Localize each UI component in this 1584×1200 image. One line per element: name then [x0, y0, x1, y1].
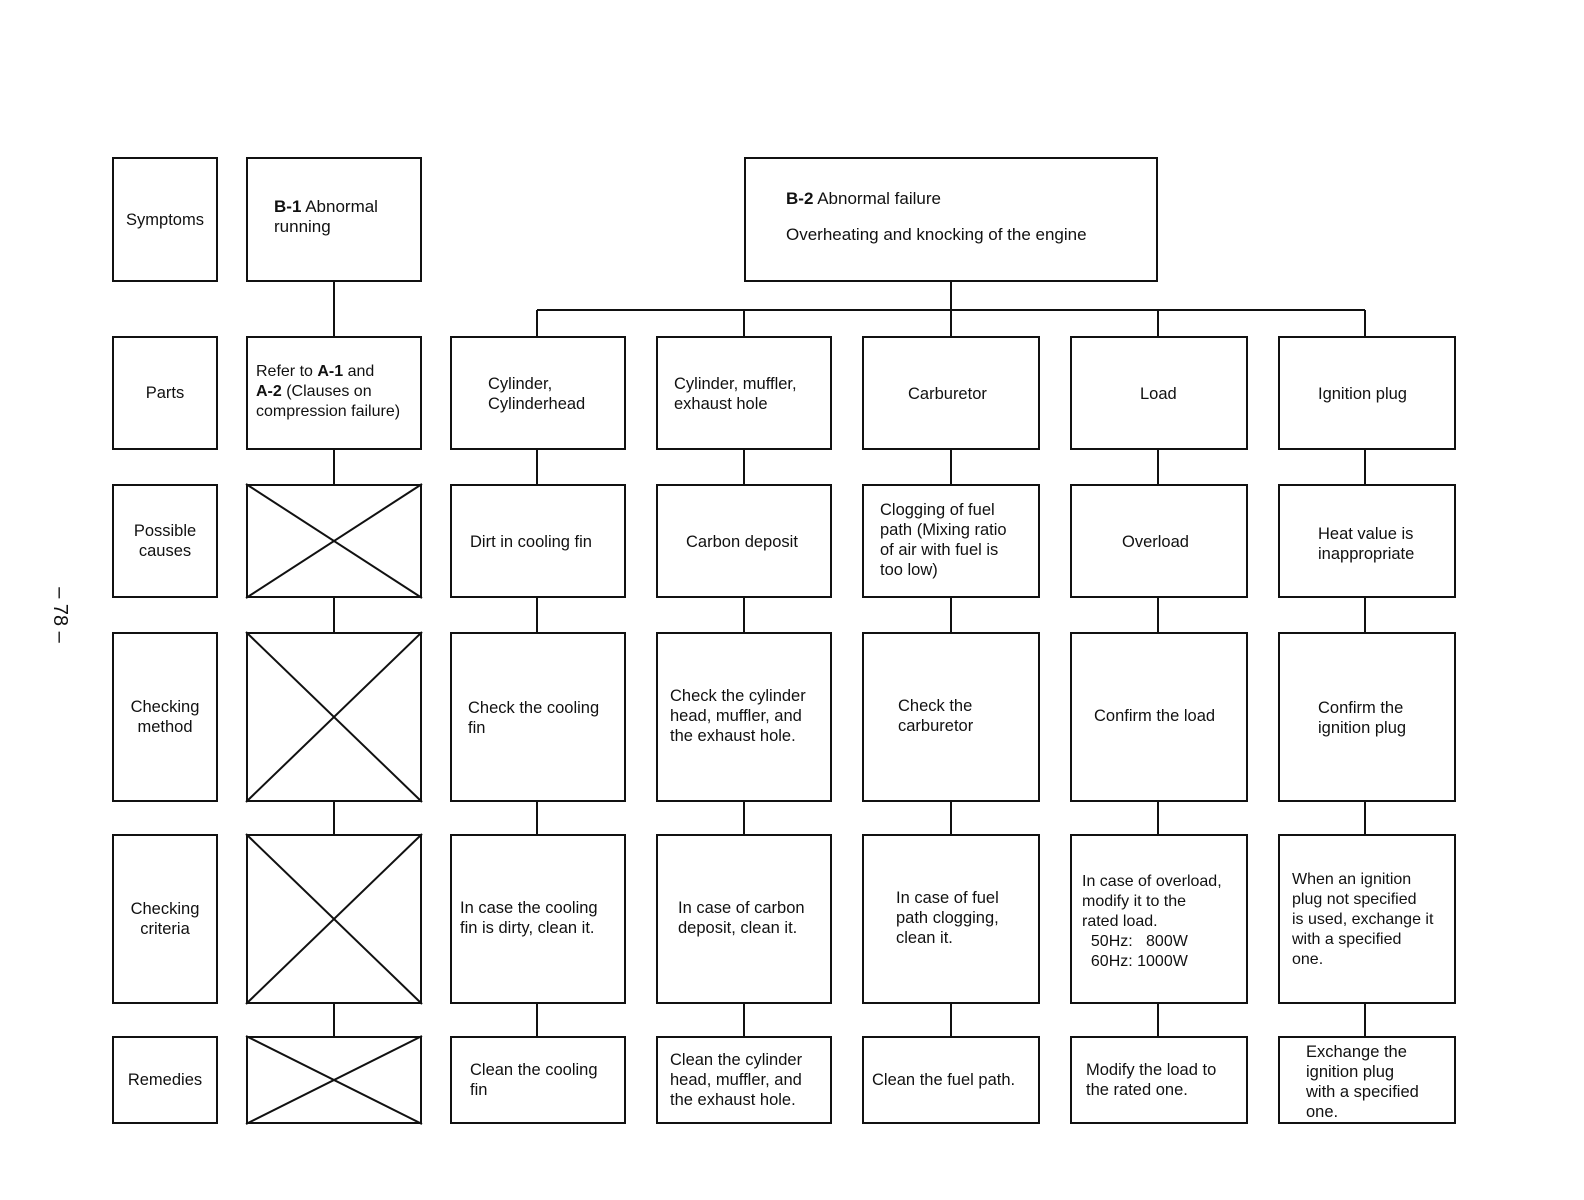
col5-remedy-box [1278, 1036, 1456, 1124]
col5-criteria: When an ignition plug not specified is used, exchange it with a specified one. [1292, 871, 1434, 968]
col2-cause-box [656, 484, 832, 598]
row-label-checking-method [112, 632, 218, 802]
col2-part-box [656, 336, 832, 450]
col4-criteria-box [1070, 834, 1248, 1004]
col2-part: Cylinder, muffler, exhaust hole [674, 375, 797, 413]
col1-method-box [450, 632, 626, 802]
b1-parts-line1-end: and [343, 363, 375, 380]
col1-remedy: Clean the cooling fin [470, 1061, 598, 1099]
b1-symptom-box [246, 157, 422, 282]
b2-code: B-2 [786, 189, 814, 208]
col4-remedy: Modify the load to the rated one. [1086, 1061, 1217, 1099]
col4-cause: Overload [1122, 533, 1189, 551]
b1-method-box-empty [246, 632, 422, 802]
col2-method-box [656, 632, 832, 802]
col2-criteria: In case of carbon deposit, clean it. [678, 899, 805, 937]
row-label-checking-method-text: Checking method [130, 698, 200, 736]
col2-criteria-box [656, 834, 832, 1004]
b2-heading [786, 189, 941, 209]
page-number: – 78 – [49, 587, 71, 643]
row-label-symptoms [112, 157, 218, 282]
row-label-possible-causes [112, 484, 218, 598]
row-label-remedies [112, 1036, 218, 1124]
col3-cause: Clogging of fuel path (Mixing ratio of air with fuel is too low) [880, 501, 1007, 579]
col3-criteria-box [862, 834, 1040, 1004]
b1-parts-ref-a2: A-2 [256, 383, 282, 400]
col3-part: Carburetor [908, 385, 987, 403]
col1-criteria-box [450, 834, 626, 1004]
col3-part-box [862, 336, 1040, 450]
col2-remedy: Clean the cylinder head, muffler, and the exhaust hole. [670, 1051, 803, 1109]
b1-parts-line1: Refer to [256, 363, 318, 380]
col4-part-box [1070, 336, 1248, 450]
row-label-checking-criteria-text: Checking criteria [130, 900, 200, 938]
b1-criteria-box-empty [246, 834, 422, 1004]
row-label-remedies-text: Remedies [127, 1071, 203, 1089]
b2-symptom-box [744, 157, 1158, 282]
col3-method-box [862, 632, 1040, 802]
row-label-checking-criteria [112, 834, 218, 1004]
col4-cause-box [1070, 484, 1248, 598]
col2-method: Check the cylinder head, muffler, and the exhaust hole. [670, 687, 806, 745]
b1-parts-ref-a1: A-1 [317, 363, 344, 380]
col5-part: Ignition plug [1318, 385, 1407, 403]
col3-criteria: In case of fuel path clogging, clean it. [896, 889, 999, 947]
col1-criteria: In case the cooling fin is dirty, clean it. [460, 899, 598, 937]
b1-causes-box-empty [246, 484, 422, 598]
col2-cause: Carbon deposit [686, 533, 798, 551]
col1-part: Cylinder, Cylinderhead [488, 375, 586, 413]
col1-method: Check the cooling fin [468, 699, 600, 737]
col5-method-box [1278, 632, 1456, 802]
col4-method: Confirm the load [1094, 707, 1216, 725]
col5-remedy: Exchange the ignition plug with a specified one. [1306, 1043, 1419, 1121]
col1-cause-box [450, 484, 626, 598]
b1-code: B-1 [274, 197, 302, 216]
col5-part-box [1278, 336, 1456, 450]
col5-criteria-box [1278, 834, 1456, 1004]
b1-parts-box [246, 336, 422, 450]
col4-part: Load [1140, 385, 1177, 403]
b2-subtitle: Overheating and knocking of the engine [786, 225, 1087, 244]
b1-remedy-box-empty [246, 1036, 422, 1124]
b1-parts-line2: (Clauses on [281, 383, 372, 400]
col4-remedy-box [1070, 1036, 1248, 1124]
b1-parts-text [256, 362, 400, 422]
row-label-symptoms-text: Symptoms [126, 210, 204, 229]
col3-cause-box [862, 484, 1040, 598]
row-label-parts-text: Parts [145, 384, 185, 402]
col4-method-box [1070, 632, 1248, 802]
b1-title: Abnormal running [274, 197, 378, 236]
col3-remedy-box [862, 1036, 1040, 1124]
col5-cause-box [1278, 484, 1456, 598]
col1-cause: Dirt in cooling fin [470, 533, 592, 551]
col5-cause: Heat value is inappropriate [1318, 525, 1415, 563]
row-label-parts [112, 336, 218, 450]
col3-method: Check the carburetor [898, 697, 974, 735]
col3-remedy: Clean the fuel path. [872, 1071, 1016, 1089]
col2-remedy-box [656, 1036, 832, 1124]
col1-remedy-box [450, 1036, 626, 1124]
b2-title: Abnormal failure [817, 189, 941, 208]
col4-criteria: In case of overload, modify it to the rated load. 50Hz: 800W 60Hz: 1000W [1082, 873, 1222, 970]
col1-part-box [450, 336, 626, 450]
col5-method: Confirm the ignition plug [1318, 699, 1407, 737]
b1-parts-line3: compression failure) [256, 403, 401, 420]
row-label-possible-causes-text: Possible causes [133, 522, 197, 560]
b1-heading [274, 197, 378, 237]
